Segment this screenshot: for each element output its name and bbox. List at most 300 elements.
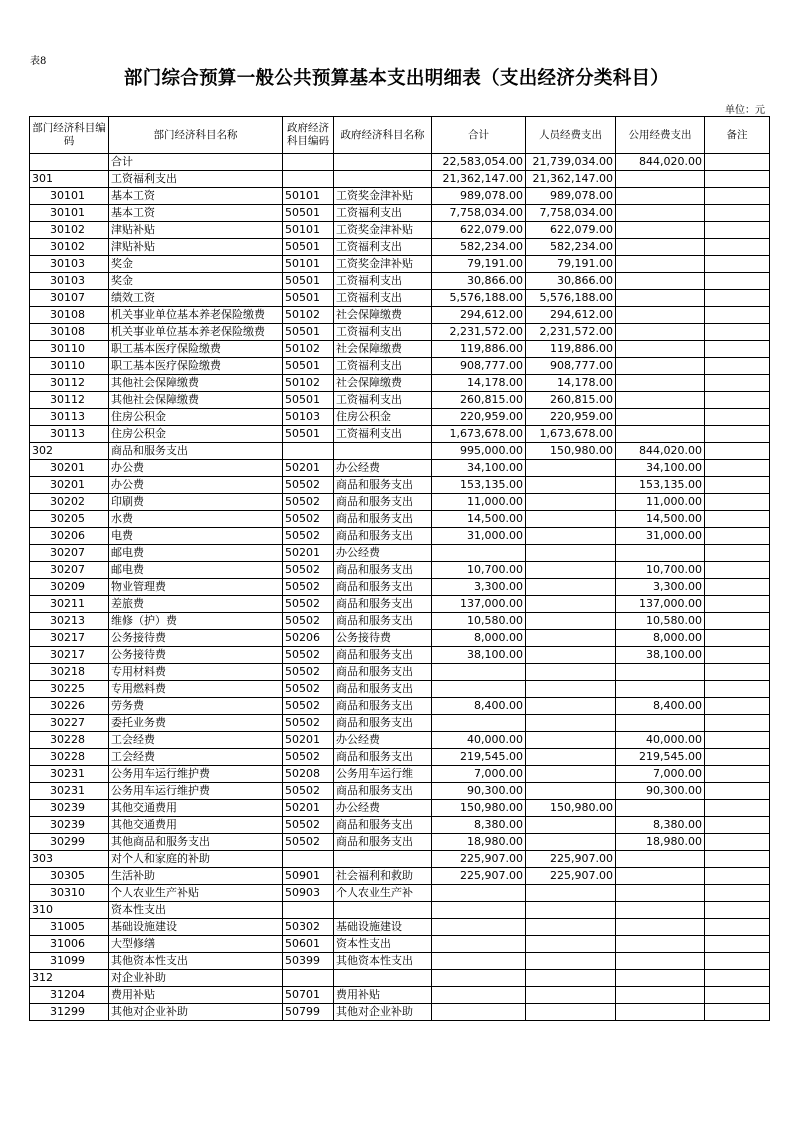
total-cell [432, 987, 526, 1004]
dept-name-cell: 津贴补贴 [109, 239, 283, 256]
note-cell [705, 987, 770, 1004]
gov-code-cell: 50601 [283, 936, 334, 953]
gov-name-cell: 资本性支出 [334, 936, 432, 953]
table-row [30, 715, 770, 732]
personnel-cell: 1,673,678.00 [526, 426, 616, 443]
dept-code-cell: 30239 [30, 817, 109, 834]
dept-code-cell: 30108 [30, 307, 109, 324]
dept-name-cell: 办公费 [109, 460, 283, 477]
gov-name-cell: 商品和服务支出 [334, 528, 432, 545]
note-cell [705, 749, 770, 766]
gov-code-cell: 50501 [283, 290, 334, 307]
public-cell: 11,000.00 [616, 494, 705, 511]
header-note: 备注 [705, 117, 770, 154]
table-row [30, 919, 770, 936]
table-row [30, 579, 770, 596]
dept-code-cell: 31099 [30, 953, 109, 970]
public-cell [616, 902, 705, 919]
gov-code-cell: 50502 [283, 579, 334, 596]
page-title: 部门综合预算一般公共预算基本支出明细表（支出经济分类科目） [123, 68, 670, 89]
gov-name-cell [334, 902, 432, 919]
gov-code-cell: 50901 [283, 868, 334, 885]
public-cell [616, 545, 705, 562]
total-cell: 995,000.00 [432, 443, 526, 460]
gov-name-cell: 其他对企业补助 [334, 1004, 432, 1021]
gov-code-cell: 50103 [283, 409, 334, 426]
total-cell: 10,580.00 [432, 613, 526, 630]
note-cell [705, 681, 770, 698]
gov-name-cell: 工资福利支出 [334, 392, 432, 409]
table-row [30, 936, 770, 953]
gov-name-cell: 商品和服务支出 [334, 783, 432, 800]
table-row [30, 1004, 770, 1021]
personnel-cell [526, 613, 616, 630]
table-row [30, 494, 770, 511]
table-row [30, 800, 770, 817]
personnel-cell [526, 987, 616, 1004]
note-cell [705, 460, 770, 477]
personnel-cell [526, 579, 616, 596]
personnel-cell [526, 596, 616, 613]
dept-name-cell: 合计 [109, 154, 283, 171]
gov-code-cell: 50501 [283, 205, 334, 222]
dept-name-cell: 工会经费 [109, 749, 283, 766]
total-cell: 5,576,188.00 [432, 290, 526, 307]
table-row [30, 596, 770, 613]
dept-code-cell: 30112 [30, 375, 109, 392]
public-cell: 8,000.00 [616, 630, 705, 647]
personnel-cell: 21,362,147.00 [526, 171, 616, 188]
table-row [30, 341, 770, 358]
gov-name-cell: 其他资本性支出 [334, 953, 432, 970]
total-cell [432, 1004, 526, 1021]
dept-code-cell: 30101 [30, 205, 109, 222]
dept-name-cell: 职工基本医疗保险缴费 [109, 358, 283, 375]
total-cell [432, 970, 526, 987]
table-row [30, 749, 770, 766]
dept-code-cell: 30299 [30, 834, 109, 851]
dept-code-cell: 312 [30, 970, 109, 987]
gov-name-cell [334, 443, 432, 460]
gov-name-cell: 社会保障缴费 [334, 341, 432, 358]
note-cell [705, 562, 770, 579]
gov-code-cell: 50502 [283, 834, 334, 851]
table-row [30, 443, 770, 460]
public-cell: 844,020.00 [616, 154, 705, 171]
total-cell [432, 681, 526, 698]
table-row [30, 613, 770, 630]
gov-name-cell [334, 970, 432, 987]
note-cell [705, 919, 770, 936]
header-dept-name: 部门经济科目名称 [109, 117, 283, 154]
public-cell [616, 375, 705, 392]
dept-code-cell: 30239 [30, 800, 109, 817]
table-row [30, 562, 770, 579]
table-row [30, 222, 770, 239]
dept-name-cell: 大型修缮 [109, 936, 283, 953]
dept-code-cell: 30217 [30, 630, 109, 647]
gov-name-cell: 商品和服务支出 [334, 579, 432, 596]
public-cell: 18,980.00 [616, 834, 705, 851]
gov-code-cell: 50206 [283, 630, 334, 647]
public-cell [616, 171, 705, 188]
gov-code-cell: 50502 [283, 681, 334, 698]
total-cell: 622,079.00 [432, 222, 526, 239]
note-cell [705, 647, 770, 664]
personnel-cell [526, 664, 616, 681]
gov-code-cell: 50502 [283, 647, 334, 664]
dept-name-cell: 生活补助 [109, 868, 283, 885]
gov-name-cell: 公务接待费 [334, 630, 432, 647]
gov-code-cell: 50399 [283, 953, 334, 970]
dept-code-cell [30, 154, 109, 171]
dept-name-cell: 绩效工资 [109, 290, 283, 307]
total-cell: 2,231,572.00 [432, 324, 526, 341]
personnel-cell [526, 630, 616, 647]
table-row [30, 766, 770, 783]
note-cell [705, 222, 770, 239]
personnel-cell [526, 953, 616, 970]
gov-name-cell [334, 171, 432, 188]
gov-name-cell: 工资奖金津补贴 [334, 222, 432, 239]
dept-name-cell: 工会经费 [109, 732, 283, 749]
public-cell [616, 868, 705, 885]
total-cell: 219,545.00 [432, 749, 526, 766]
public-cell: 14,500.00 [616, 511, 705, 528]
public-cell [616, 970, 705, 987]
table-row [30, 987, 770, 1004]
total-cell [432, 664, 526, 681]
dept-name-cell: 费用补贴 [109, 987, 283, 1004]
dept-name-cell: 公务接待费 [109, 630, 283, 647]
public-cell: 31,000.00 [616, 528, 705, 545]
dept-code-cell: 30207 [30, 562, 109, 579]
dept-code-cell: 303 [30, 851, 109, 868]
dept-code-cell: 30108 [30, 324, 109, 341]
dept-name-cell: 物业管理费 [109, 579, 283, 596]
gov-name-cell: 商品和服务支出 [334, 613, 432, 630]
table-row [30, 171, 770, 188]
dept-code-cell: 301 [30, 171, 109, 188]
gov-name-cell: 社会保障缴费 [334, 375, 432, 392]
public-cell: 3,300.00 [616, 579, 705, 596]
total-cell: 90,300.00 [432, 783, 526, 800]
gov-code-cell [283, 851, 334, 868]
personnel-cell: 150,980.00 [526, 443, 616, 460]
total-cell: 153,135.00 [432, 477, 526, 494]
public-cell: 10,700.00 [616, 562, 705, 579]
table-row [30, 460, 770, 477]
dept-name-cell: 专用燃料费 [109, 681, 283, 698]
table-row [30, 647, 770, 664]
table-row [30, 477, 770, 494]
personnel-cell [526, 749, 616, 766]
dept-code-cell: 30226 [30, 698, 109, 715]
note-cell [705, 936, 770, 953]
gov-name-cell: 工资福利支出 [334, 426, 432, 443]
personnel-cell: 225,907.00 [526, 851, 616, 868]
dept-name-cell: 其他社会保障缴费 [109, 375, 283, 392]
total-cell: 8,400.00 [432, 698, 526, 715]
total-cell [432, 545, 526, 562]
total-cell: 8,000.00 [432, 630, 526, 647]
gov-code-cell: 50201 [283, 545, 334, 562]
public-cell: 7,000.00 [616, 766, 705, 783]
note-cell [705, 970, 770, 987]
gov-name-cell: 工资福利支出 [334, 324, 432, 341]
total-cell [432, 902, 526, 919]
public-cell [616, 290, 705, 307]
public-cell: 137,000.00 [616, 596, 705, 613]
unit-label: 单位：元 [725, 105, 765, 116]
note-cell [705, 188, 770, 205]
note-cell [705, 358, 770, 375]
gov-code-cell: 50501 [283, 358, 334, 375]
dept-code-cell: 30218 [30, 664, 109, 681]
dept-code-cell: 302 [30, 443, 109, 460]
total-cell: 18,980.00 [432, 834, 526, 851]
table-row [30, 426, 770, 443]
note-cell [705, 239, 770, 256]
gov-code-cell: 50501 [283, 239, 334, 256]
dept-name-cell: 印刷费 [109, 494, 283, 511]
dept-name-cell: 电费 [109, 528, 283, 545]
gov-name-cell: 商品和服务支出 [334, 647, 432, 664]
table-row [30, 290, 770, 307]
gov-name-cell: 商品和服务支出 [334, 749, 432, 766]
gov-name-cell: 商品和服务支出 [334, 511, 432, 528]
dept-code-cell: 30113 [30, 409, 109, 426]
total-cell: 31,000.00 [432, 528, 526, 545]
dept-name-cell: 公务用车运行维护费 [109, 783, 283, 800]
gov-code-cell: 50502 [283, 562, 334, 579]
dept-code-cell: 30103 [30, 273, 109, 290]
note-cell [705, 171, 770, 188]
public-cell: 34,100.00 [616, 460, 705, 477]
gov-name-cell: 商品和服务支出 [334, 698, 432, 715]
total-cell: 40,000.00 [432, 732, 526, 749]
note-cell [705, 732, 770, 749]
dept-name-cell: 其他交通费用 [109, 800, 283, 817]
public-cell: 219,545.00 [616, 749, 705, 766]
gov-name-cell: 工资奖金津补贴 [334, 256, 432, 273]
gov-name-cell: 商品和服务支出 [334, 681, 432, 698]
table-row [30, 868, 770, 885]
dept-code-cell: 30110 [30, 358, 109, 375]
public-cell [616, 256, 705, 273]
public-cell [616, 392, 705, 409]
note-cell [705, 528, 770, 545]
gov-code-cell: 50502 [283, 749, 334, 766]
dept-name-cell: 对企业补助 [109, 970, 283, 987]
note-cell [705, 426, 770, 443]
gov-name-cell: 工资奖金津补贴 [334, 188, 432, 205]
table-row [30, 885, 770, 902]
public-cell [616, 885, 705, 902]
dept-code-cell: 30107 [30, 290, 109, 307]
gov-code-cell: 50102 [283, 341, 334, 358]
gov-name-cell: 公务用车运行维 [334, 766, 432, 783]
dept-code-cell: 30211 [30, 596, 109, 613]
table-row [30, 664, 770, 681]
total-cell: 10,700.00 [432, 562, 526, 579]
total-cell: 3,300.00 [432, 579, 526, 596]
note-cell [705, 205, 770, 222]
header-public: 公用经费支出 [616, 117, 705, 154]
total-cell: 22,583,054.00 [432, 154, 526, 171]
note-cell [705, 885, 770, 902]
header-gov-code: 政府经济科目编码 [283, 117, 334, 154]
personnel-cell [526, 545, 616, 562]
dept-name-cell: 办公费 [109, 477, 283, 494]
public-cell [616, 239, 705, 256]
dept-code-cell: 30227 [30, 715, 109, 732]
table-row [30, 528, 770, 545]
table-row [30, 681, 770, 698]
public-cell [616, 358, 705, 375]
dept-name-cell: 专用材料费 [109, 664, 283, 681]
personnel-cell [526, 477, 616, 494]
total-cell: 908,777.00 [432, 358, 526, 375]
personnel-cell [526, 698, 616, 715]
dept-code-cell: 30228 [30, 749, 109, 766]
public-cell [616, 426, 705, 443]
dept-code-cell: 30305 [30, 868, 109, 885]
gov-code-cell: 50101 [283, 222, 334, 239]
personnel-cell: 989,078.00 [526, 188, 616, 205]
personnel-cell [526, 681, 616, 698]
personnel-cell [526, 494, 616, 511]
personnel-cell [526, 885, 616, 902]
gov-name-cell: 商品和服务支出 [334, 834, 432, 851]
gov-code-cell: 50302 [283, 919, 334, 936]
total-cell: 11,000.00 [432, 494, 526, 511]
gov-code-cell [283, 154, 334, 171]
note-cell [705, 630, 770, 647]
note-cell [705, 1004, 770, 1021]
dept-code-cell: 30213 [30, 613, 109, 630]
note-cell [705, 613, 770, 630]
total-cell: 150,980.00 [432, 800, 526, 817]
table-row [30, 698, 770, 715]
gov-name-cell: 商品和服务支出 [334, 477, 432, 494]
dept-name-cell: 津贴补贴 [109, 222, 283, 239]
gov-code-cell [283, 970, 334, 987]
gov-code-cell: 50101 [283, 256, 334, 273]
gov-name-cell: 商品和服务支出 [334, 562, 432, 579]
dept-code-cell: 30231 [30, 783, 109, 800]
personnel-cell [526, 817, 616, 834]
public-cell: 90,300.00 [616, 783, 705, 800]
public-cell [616, 851, 705, 868]
public-cell [616, 307, 705, 324]
gov-code-cell: 50701 [283, 987, 334, 1004]
public-cell: 38,100.00 [616, 647, 705, 664]
personnel-cell [526, 936, 616, 953]
note-cell [705, 341, 770, 358]
table-row [30, 188, 770, 205]
table-row [30, 154, 770, 171]
note-cell [705, 664, 770, 681]
gov-code-cell: 50502 [283, 511, 334, 528]
dept-code-cell: 30102 [30, 239, 109, 256]
dept-name-cell: 其他资本性支出 [109, 953, 283, 970]
dept-name-cell: 水费 [109, 511, 283, 528]
dept-code-cell: 30112 [30, 392, 109, 409]
dept-name-cell: 维修（护）费 [109, 613, 283, 630]
total-cell: 34,100.00 [432, 460, 526, 477]
dept-name-cell: 公务用车运行维护费 [109, 766, 283, 783]
gov-name-cell [334, 851, 432, 868]
note-cell [705, 800, 770, 817]
personnel-cell [526, 715, 616, 732]
gov-code-cell: 50201 [283, 460, 334, 477]
dept-code-cell: 30201 [30, 460, 109, 477]
personnel-cell: 294,612.00 [526, 307, 616, 324]
total-cell [432, 885, 526, 902]
total-cell: 30,866.00 [432, 273, 526, 290]
note-cell [705, 511, 770, 528]
table-row [30, 324, 770, 341]
personnel-cell [526, 732, 616, 749]
table-row [30, 239, 770, 256]
gov-code-cell: 50208 [283, 766, 334, 783]
dept-name-cell: 机关事业单位基本养老保险缴费 [109, 324, 283, 341]
personnel-cell: 150,980.00 [526, 800, 616, 817]
total-cell: 1,673,678.00 [432, 426, 526, 443]
personnel-cell [526, 460, 616, 477]
public-cell [616, 188, 705, 205]
gov-code-cell: 50502 [283, 817, 334, 834]
total-cell [432, 715, 526, 732]
table-number-label: 表8 [30, 56, 47, 67]
note-cell [705, 477, 770, 494]
note-cell [705, 392, 770, 409]
total-cell: 582,234.00 [432, 239, 526, 256]
gov-name-cell: 办公经费 [334, 545, 432, 562]
dept-name-cell: 基本工资 [109, 205, 283, 222]
gov-code-cell: 50502 [283, 494, 334, 511]
personnel-cell: 220,959.00 [526, 409, 616, 426]
public-cell [616, 681, 705, 698]
personnel-cell [526, 834, 616, 851]
dept-code-cell: 30228 [30, 732, 109, 749]
note-cell [705, 154, 770, 171]
gov-code-cell: 50502 [283, 528, 334, 545]
gov-name-cell: 工资福利支出 [334, 358, 432, 375]
gov-name-cell: 社会保障缴费 [334, 307, 432, 324]
gov-name-cell: 工资福利支出 [334, 290, 432, 307]
table-row [30, 783, 770, 800]
note-cell [705, 902, 770, 919]
total-cell: 7,000.00 [432, 766, 526, 783]
note-cell [705, 256, 770, 273]
total-cell: 119,886.00 [432, 341, 526, 358]
table-row [30, 409, 770, 426]
dept-code-cell: 31204 [30, 987, 109, 1004]
note-cell [705, 868, 770, 885]
dept-code-cell: 30206 [30, 528, 109, 545]
gov-name-cell [334, 154, 432, 171]
gov-name-cell: 办公经费 [334, 732, 432, 749]
gov-code-cell: 50501 [283, 273, 334, 290]
personnel-cell [526, 647, 616, 664]
public-cell [616, 664, 705, 681]
gov-name-cell: 商品和服务支出 [334, 664, 432, 681]
table-row [30, 953, 770, 970]
dept-name-cell: 邮电费 [109, 562, 283, 579]
table-row [30, 834, 770, 851]
